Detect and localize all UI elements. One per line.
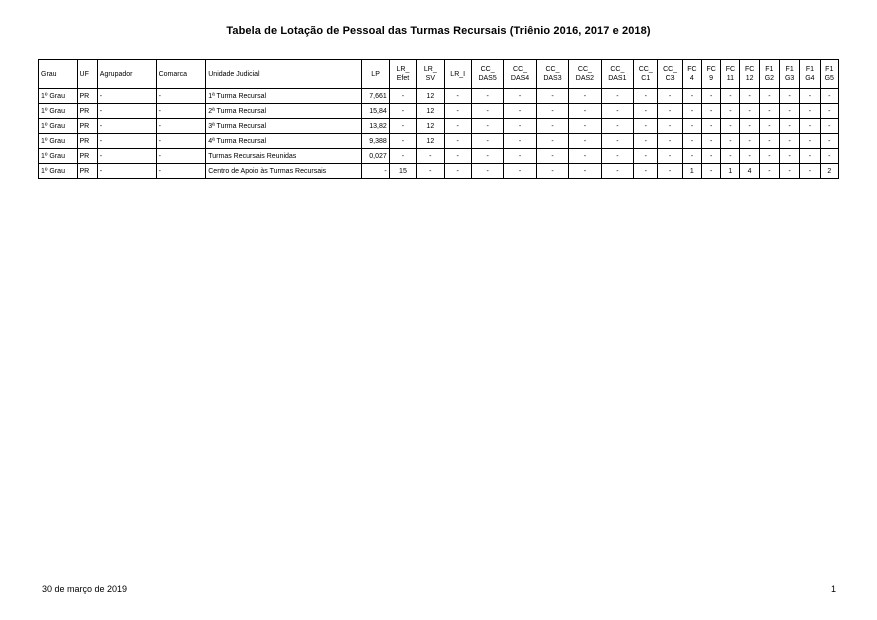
table-cell: 4ª Turma Recursal — [206, 134, 362, 149]
table-cell: - — [800, 104, 820, 119]
column-header-line: G3 — [784, 75, 795, 82]
table-cell: - — [721, 134, 740, 149]
column-header-line: Comarca — [158, 70, 187, 78]
table-cell: 1º Grau — [39, 149, 78, 164]
table-cell: - — [682, 149, 701, 164]
table-cell: - — [740, 104, 759, 119]
column-header — [389, 60, 416, 89]
column-header-line: CC_ — [663, 66, 678, 73]
table-cell: Centro de Apoio às Turmas Recursais — [206, 164, 362, 179]
table-cell: 1º Grau — [39, 164, 78, 179]
table-cell: - — [471, 164, 503, 179]
table-cell: 12 — [417, 104, 444, 119]
table-cell: PR — [77, 104, 97, 119]
table-cell: - — [780, 164, 800, 179]
column-header — [569, 60, 601, 89]
table-cell: Turmas Recursais Reunidas — [206, 149, 362, 164]
table-cell: - — [721, 89, 740, 104]
column-header-line: G2 — [764, 75, 775, 82]
table-cell: - — [721, 104, 740, 119]
column-header — [77, 60, 97, 89]
column-header-line: F1 — [765, 66, 774, 73]
table-cell: - — [740, 119, 759, 134]
column-header — [780, 60, 800, 89]
table-cell: - — [569, 149, 601, 164]
table-cell: 15,84 — [362, 104, 389, 119]
table-cell: - — [362, 164, 389, 179]
table-cell: 1º Grau — [39, 89, 78, 104]
table-cell: - — [658, 89, 682, 104]
table-cell: 15 — [389, 164, 416, 179]
table-cell: - — [504, 164, 536, 179]
table-cell: - — [800, 89, 820, 104]
column-header — [682, 60, 701, 89]
column-header-line: C3 — [665, 75, 675, 82]
table-cell: - — [569, 134, 601, 149]
table-cell: - — [658, 134, 682, 149]
table-cell: - — [820, 134, 838, 149]
column-header-line: CC_ — [513, 66, 528, 73]
column-header-line: CC_ — [480, 66, 495, 73]
column-header — [444, 60, 471, 89]
column-header-line: FC — [706, 66, 716, 73]
column-header-line: LR_ — [423, 66, 437, 73]
column-header-line: Agrupador — [99, 70, 133, 78]
table-cell: - — [658, 104, 682, 119]
column-header-line: Grau — [41, 70, 57, 78]
column-header-line: F1 — [785, 66, 794, 73]
table-cell: - — [569, 104, 601, 119]
table-cell: - — [634, 119, 658, 134]
table-cell: - — [444, 149, 471, 164]
table-cell: - — [634, 134, 658, 149]
table-cell: - — [682, 119, 701, 134]
column-header-line: LR_I — [450, 70, 466, 78]
table-row — [39, 119, 839, 134]
table-cell: - — [759, 119, 779, 134]
table-cell: - — [389, 134, 416, 149]
table-cell: - — [97, 134, 156, 149]
column-header-line: LP — [371, 70, 380, 78]
page-title: Tabela de Lotação de Pessoal das Turmas Recursais (Triênio 2016, 2017 e 2018) — [226, 25, 651, 37]
table-cell: - — [740, 89, 759, 104]
column-header-line: UF — [79, 70, 89, 78]
column-header-line: FC — [725, 66, 736, 73]
column-header — [471, 60, 503, 89]
table-cell: 1 — [721, 164, 740, 179]
table-cell: - — [536, 104, 568, 119]
table-cell: - — [417, 164, 444, 179]
column-header-line: C1 — [641, 75, 651, 82]
table-cell: - — [820, 119, 838, 134]
table-cell: - — [658, 164, 682, 179]
table-cell: - — [569, 89, 601, 104]
column-header-line: FC — [744, 66, 755, 73]
table-cell: - — [471, 89, 503, 104]
table-cell: - — [820, 149, 838, 164]
table-cell: - — [634, 89, 658, 104]
column-header-line: 12 — [745, 75, 754, 82]
table-cell: - — [701, 89, 720, 104]
table-cell: - — [800, 134, 820, 149]
table-cell: PR — [77, 164, 97, 179]
column-header-line: G4 — [805, 75, 815, 82]
table-header-row — [39, 60, 839, 89]
table-cell: - — [444, 89, 471, 104]
column-header — [417, 60, 444, 89]
table-row — [39, 149, 839, 164]
table-cell: - — [389, 119, 416, 134]
table-cell: 1 — [682, 164, 701, 179]
table-cell: - — [156, 104, 206, 119]
table-cell: - — [97, 164, 156, 179]
table-cell: 13,82 — [362, 119, 389, 134]
column-header — [701, 60, 720, 89]
staffing-table — [38, 59, 839, 179]
table-cell: - — [800, 149, 820, 164]
column-header-line: LR_ — [396, 66, 410, 73]
table-cell: - — [682, 89, 701, 104]
page-number: 1 — [831, 584, 837, 594]
table-cell: PR — [77, 89, 97, 104]
table-cell: - — [780, 134, 800, 149]
table-row — [39, 134, 839, 149]
column-header — [658, 60, 682, 89]
table-cell: - — [740, 134, 759, 149]
column-header-line: DAS4 — [510, 75, 530, 82]
table-cell: - — [471, 119, 503, 134]
table-cell: - — [389, 104, 416, 119]
table-cell: PR — [77, 119, 97, 134]
table-cell: PR — [77, 149, 97, 164]
table-cell: 1º Grau — [39, 134, 78, 149]
table-cell: - — [97, 89, 156, 104]
column-header-line: CC_ — [577, 66, 592, 73]
column-header — [634, 60, 658, 89]
table-row — [39, 104, 839, 119]
table-cell: - — [417, 149, 444, 164]
table-row — [39, 164, 839, 179]
table-cell: - — [701, 119, 720, 134]
table-cell: - — [780, 149, 800, 164]
table-cell: - — [759, 149, 779, 164]
table-cell: - — [658, 119, 682, 134]
table-cell: - — [536, 134, 568, 149]
table-cell: - — [97, 149, 156, 164]
column-header — [362, 60, 389, 89]
column-header-line: F1 — [805, 66, 814, 73]
column-header-line: DAS1 — [608, 75, 627, 82]
table-cell: - — [740, 149, 759, 164]
table-cell: - — [701, 134, 720, 149]
column-header-line: CC_ — [638, 66, 653, 73]
table-cell: - — [504, 104, 536, 119]
table-cell: 12 — [417, 89, 444, 104]
table-cell: 1ª Turma Recursal — [206, 89, 362, 104]
table-cell: - — [759, 134, 779, 149]
column-header-line: 4 — [689, 75, 694, 82]
table-cell: - — [634, 104, 658, 119]
column-header — [97, 60, 156, 89]
table-cell: - — [682, 104, 701, 119]
table-cell: - — [156, 164, 206, 179]
table-cell: - — [444, 104, 471, 119]
table-cell: 3ª Turma Recursal — [206, 119, 362, 134]
footer-date: 30 de março de 2019 — [42, 584, 128, 594]
table-cell: PR — [77, 134, 97, 149]
table-cell: - — [820, 104, 838, 119]
table-cell: - — [444, 119, 471, 134]
table-cell: - — [471, 134, 503, 149]
table-cell: - — [601, 164, 633, 179]
table-body — [39, 89, 839, 179]
table-cell: 12 — [417, 134, 444, 149]
column-header — [206, 60, 362, 89]
column-header-line: Unidade Judicial — [208, 70, 260, 78]
table-cell: - — [389, 89, 416, 104]
column-header — [156, 60, 206, 89]
table-cell: 12 — [417, 119, 444, 134]
table-cell: - — [601, 104, 633, 119]
table-cell: - — [701, 104, 720, 119]
table-cell: - — [601, 134, 633, 149]
column-header-line: FC — [687, 66, 697, 73]
column-header-line: CC_ — [545, 66, 560, 73]
table-cell: - — [97, 104, 156, 119]
table-cell: 0,027 — [362, 149, 389, 164]
table-cell: 7,661 — [362, 89, 389, 104]
table-cell: - — [97, 119, 156, 134]
table-cell: 2 — [820, 164, 838, 179]
table-cell: - — [156, 89, 206, 104]
table-cell: - — [601, 119, 633, 134]
table-cell: - — [682, 134, 701, 149]
table-cell: - — [569, 119, 601, 134]
table-cell: - — [156, 149, 206, 164]
table-cell: - — [601, 89, 633, 104]
table-cell: 1º Grau — [39, 104, 78, 119]
table-cell: - — [389, 149, 416, 164]
column-header — [601, 60, 633, 89]
table-cell: - — [156, 119, 206, 134]
table-cell: - — [536, 164, 568, 179]
column-header-line: 9 — [709, 75, 714, 82]
table-cell: - — [759, 89, 779, 104]
column-header-line: DAS5 — [478, 75, 497, 82]
table-cell: - — [780, 119, 800, 134]
table-cell: - — [780, 104, 800, 119]
table-cell: - — [444, 164, 471, 179]
table-cell: - — [820, 89, 838, 104]
table-cell: 9,388 — [362, 134, 389, 149]
column-header — [820, 60, 838, 89]
table-cell: - — [780, 89, 800, 104]
table-cell: 1º Grau — [39, 119, 78, 134]
table-cell: - — [504, 119, 536, 134]
table-cell: 2ª Turma Recursal — [206, 104, 362, 119]
table-row — [39, 89, 839, 104]
table-cell: - — [471, 104, 503, 119]
column-header-line: F1 — [825, 66, 834, 73]
table-cell: - — [634, 164, 658, 179]
table-cell: 4 — [740, 164, 759, 179]
column-header — [504, 60, 536, 89]
table-cell: - — [721, 149, 740, 164]
table-cell: - — [759, 164, 779, 179]
column-header — [721, 60, 740, 89]
column-header-line: CC_ — [610, 66, 625, 73]
column-header-line: SV — [425, 75, 435, 82]
table-cell: - — [701, 149, 720, 164]
table-cell: - — [444, 134, 471, 149]
table-cell: - — [800, 119, 820, 134]
table-cell: - — [536, 119, 568, 134]
table-cell: - — [601, 149, 633, 164]
column-header-line: Efet — [396, 75, 410, 82]
column-header-line: DAS3 — [543, 75, 562, 82]
column-header-line: G5 — [824, 75, 834, 82]
column-header — [800, 60, 820, 89]
table-cell: - — [504, 134, 536, 149]
table-cell: - — [504, 89, 536, 104]
table-cell: - — [569, 164, 601, 179]
column-header-line: 11 — [726, 75, 734, 82]
table-cell: - — [634, 149, 658, 164]
table-cell: - — [504, 149, 536, 164]
table-cell: - — [759, 104, 779, 119]
table-cell: - — [536, 89, 568, 104]
column-header — [39, 60, 78, 89]
table-cell: - — [156, 134, 206, 149]
table-cell: - — [701, 164, 720, 179]
column-header — [536, 60, 568, 89]
table-cell: - — [471, 149, 503, 164]
column-header — [759, 60, 779, 89]
table-cell: - — [721, 119, 740, 134]
column-header-line: DAS2 — [575, 75, 595, 82]
column-header — [740, 60, 759, 89]
table-cell: - — [658, 149, 682, 164]
table-cell: - — [800, 164, 820, 179]
table-cell: - — [536, 149, 568, 164]
